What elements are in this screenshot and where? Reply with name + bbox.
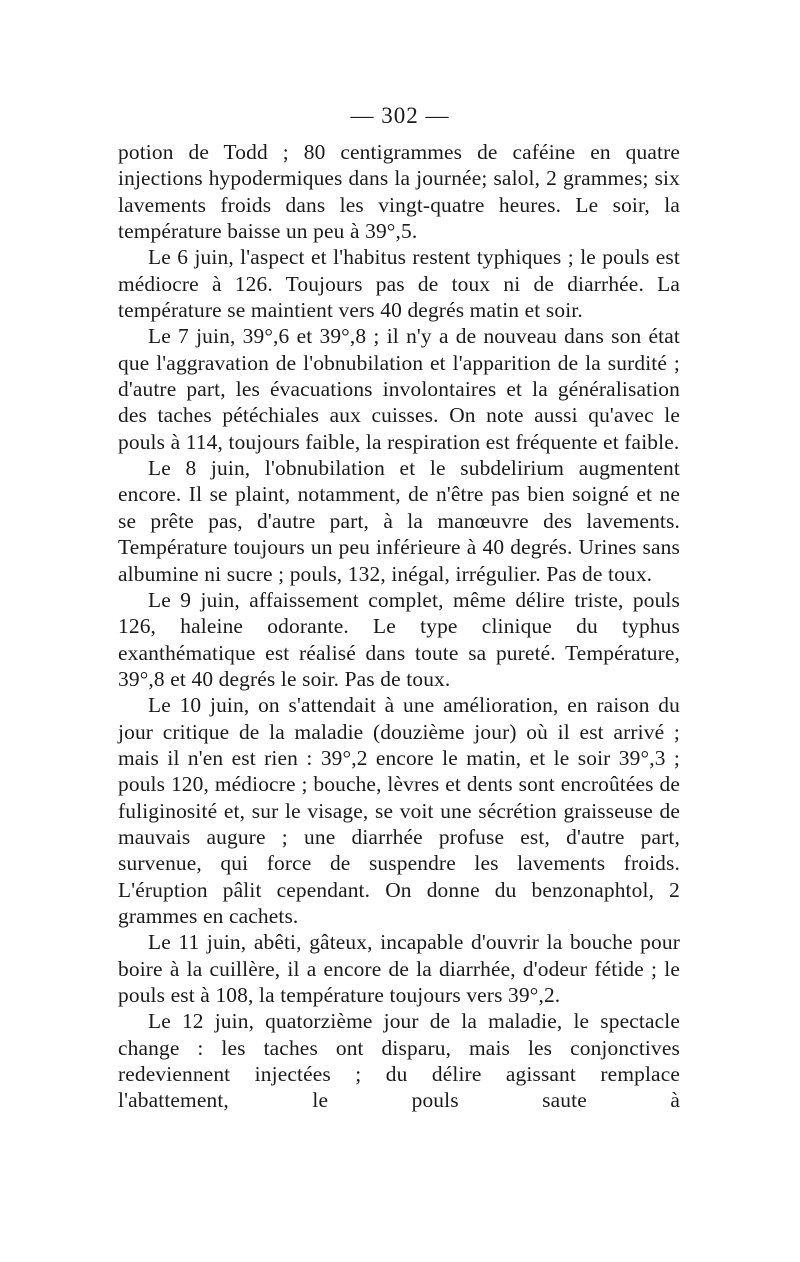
paragraph: Le 6 juin, l'aspect et l'habitus restent typhiques ; le pouls est médiocre à 126. Toujours pas de toux ni de diarrhée. La température se maintient vers 40 degrés matin et soir. — [118, 245, 680, 323]
paragraph: Le 12 juin, quatorzième jour de la maladie, le spectacle change : les taches ont disparu, mais les conjonctives redeviennent injectées ; du délire agissant remplace l'abattement, le pouls saute à — [118, 1009, 680, 1113]
paragraph: Le 7 juin, 39°,6 et 39°,8 ; il n'y a de nouveau dans son état que l'aggravation de l'obnubilation et l'apparition de la surdité ; d'autre part, les évacuations involontaires et la généralisation des taches pétéchiales aux cuisses. On note aussi qu'avec le pouls à 114, toujours faible, la respiration est fréquente et faible. — [118, 324, 680, 454]
paragraph: Le 9 juin, affaissement complet, même délire triste, pouls 126, haleine odorante. Le type clinique du typhus exanthématique est réalisé dans toute sa pureté. Température, 39°,8 et 40 degrés le soir. Pas de toux. — [118, 587, 680, 691]
paragraph: Le 11 juin, abêti, gâteux, incapable d'ouvrir la bouche pour boire à la cuillère, il a encore de la diarrhée, d'odeur fétide ; le pouls est à 108, la température toujours vers 39°,2. — [118, 930, 680, 1007]
paragraph: Le 10 juin, on s'attendait à une amélioration, en raison du jour critique de la maladie (douzième jour) où il est arrivé ; mais il n'en est rien : 39°,2 encore le matin, et le soir 39°,3 ; pouls 120, médiocre ; bouche, lèvres et dents sont encroûtées de fuliginosité et, sur le visage, se voit une sécrétion graisseuse de mauvais augure ; une diarrhée profuse est, d'autre part, survenue, qui force de suspendre les lavements froids. L'éruption pâlit cependant. On donne du benzonaphtol, 2 grammes en cachets. — [118, 693, 680, 928]
body-text — [118, 139, 680, 1114]
page-number: — 302 — — [350, 103, 450, 128]
paragraph: Le 8 juin, l'obnubilation et le subdelirium augmentent encore. Il se plaint, notamment, de n'être pas bien soigné et ne se prête pas, d'autre part, à la manœuvre des lavements. Température toujours un peu inférieure à 40 degrés. Urines sans albumine ni sucre ; pouls, 132, inégal, irrégulier. Pas de toux. — [118, 456, 680, 586]
paragraph: potion de Todd ; 80 centigrammes de caféine en quatre injections hypodermiques dans la journée; salol, 2 grammes; six lavements froids dans les vingt-quatre heures. Le soir, la température baisse un peu à 39°,5. — [118, 140, 680, 244]
